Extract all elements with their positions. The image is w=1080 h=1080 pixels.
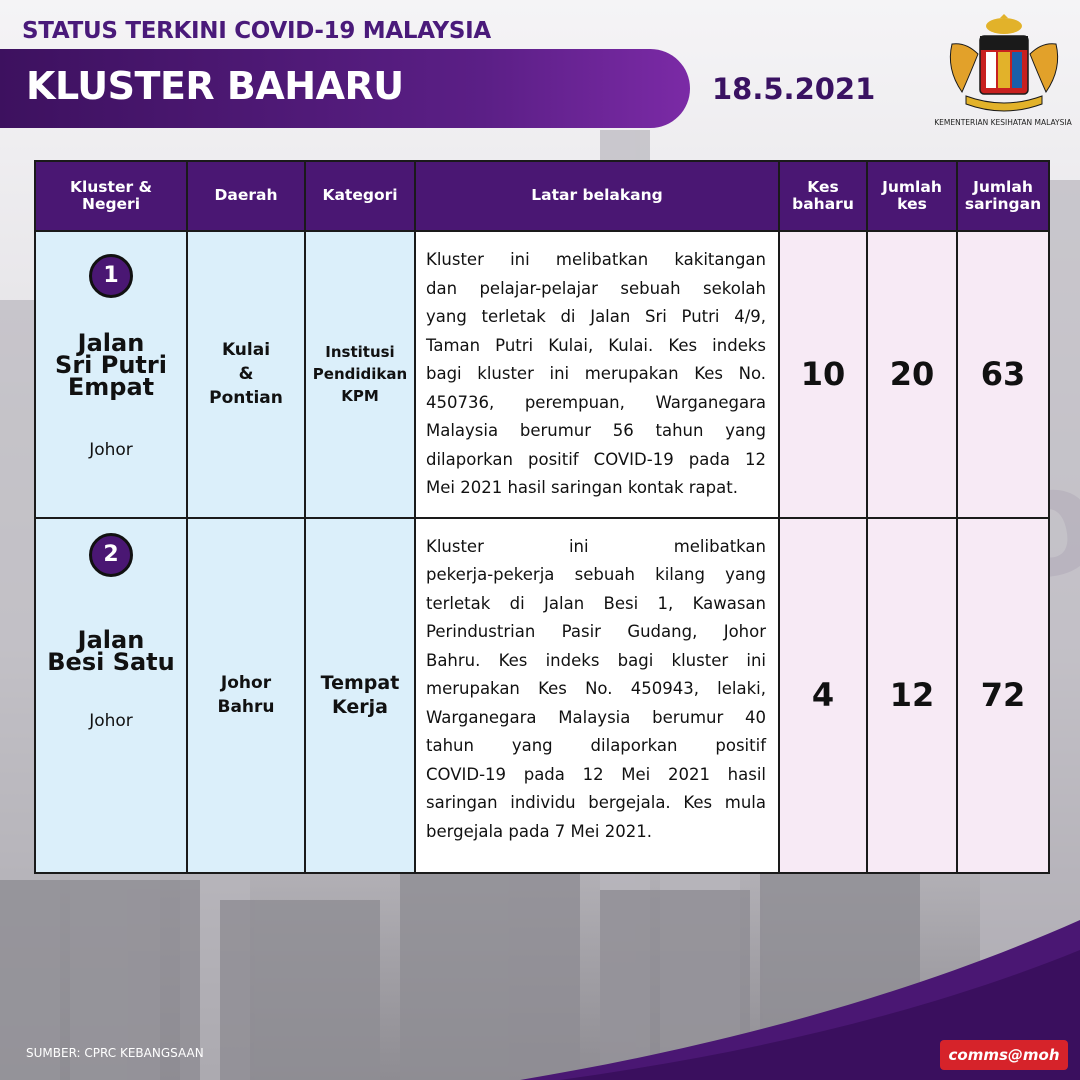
latar-belakang-text: Kluster ini melibatkan kakitangan dan pelajar-pelajar sebuah sekolah yang terletak di Jalan Sri Putri 4/9, Taman Putri Kulai, Kulai. Kes indeks bagi kluster ini merupakan Kes No. 450736, perempuan, Warganegara Malaysia berumur 56 tahun yang dilaporkan positif COVID-19 pada 12 Mei 2021 hasil saringan kontak rapat. xyxy=(426,250,766,497)
kategori-cell: Institusi Pendidikan KPM xyxy=(305,231,415,518)
cluster-cell xyxy=(35,518,187,873)
row-number-badge: 1 xyxy=(89,254,133,298)
title-banner xyxy=(0,49,690,128)
jumlah-saringan-value: 63 xyxy=(957,231,1049,518)
jumlah-kes-value: 20 xyxy=(867,231,957,518)
source-note: SUMBER: CPRC KEBANGSAAN xyxy=(26,1046,204,1060)
header-cluster: Kluster & Negeri xyxy=(35,161,187,231)
banner-title: KLUSTER BAHARU xyxy=(26,64,404,108)
row-number-badge: 2 xyxy=(89,533,133,577)
comms-badge: comms@moh xyxy=(940,1040,1068,1070)
cluster-table xyxy=(34,160,1050,874)
latar-belakang-text: Kluster ini melibatkan pekerja-pekerja sebuah kilang yang terletak di Jalan Besi 1, Kawasan Perindustrian Pasir Gudang, Johor Bahru. Kes indeks bagi kluster ini merupakan Kes No. 450943, lelaki, Warganegara Malaysia berumur 40 tahun yang dilaporkan positif COVID-19 pada 12 Mei 2021 hasil saringan individu bergejala. Kes mula bergejala pada 7 Mei 2021. xyxy=(426,536,766,841)
header-latar: Latar belakang xyxy=(415,161,779,231)
header-jumlah-kes: Jumlah kes xyxy=(867,161,957,231)
table-header-row xyxy=(35,161,1049,231)
kes-baharu-value: 4 xyxy=(779,518,867,873)
jumlah-saringan-value: 72 xyxy=(957,518,1049,873)
header-kategori: Kategori xyxy=(305,161,415,231)
table-row xyxy=(35,518,1049,873)
table-row xyxy=(35,231,1049,518)
kes-baharu-value: 10 xyxy=(779,231,867,518)
daerah-cell: Johor Bahru xyxy=(187,518,305,873)
daerah-cell: Kulai & Pontian xyxy=(187,231,305,518)
status-title: STATUS TERKINI COVID-19 MALAYSIA xyxy=(22,18,491,44)
coat-of-arms-icon xyxy=(942,14,1066,118)
ministry-name: KEMENTERIAN KESIHATAN MALAYSIA xyxy=(934,118,1072,127)
cluster-state: Johor xyxy=(89,710,133,731)
header-jumlah-saringan: Jumlah saringan xyxy=(957,161,1049,231)
latar-cell xyxy=(415,518,779,873)
header-daerah: Daerah xyxy=(187,161,305,231)
report-date: 18.5.2021 xyxy=(712,72,876,106)
kategori-cell: Tempat Kerja xyxy=(305,518,415,873)
header-kes-baharu: Kes baharu xyxy=(779,161,867,231)
cluster-name: Jalan Besi Satu xyxy=(47,625,175,676)
latar-cell xyxy=(415,231,779,518)
jumlah-kes-value: 12 xyxy=(867,518,957,873)
cluster-name: Jalan Sri Putri Empat xyxy=(55,329,167,401)
cluster-cell xyxy=(35,231,187,518)
cluster-state: Johor xyxy=(89,440,133,460)
